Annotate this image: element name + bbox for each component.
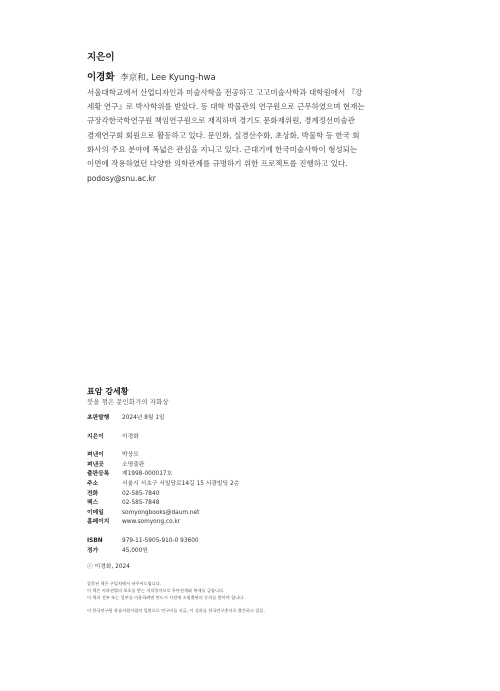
bio-line: 화사의 주요 분야에 폭넓은 관심을 지니고 있다. 근대기에 한국미술사학이 형성되는: [87, 144, 358, 154]
bio-line: 세황 연구』로 박사학위를 받았다. 동 대학 박물관의 연구원으로 근무하였으며 현재는: [87, 102, 365, 112]
author-heading: 지은이: [87, 52, 115, 63]
publisher-row: [87, 451, 417, 461]
imprint-label: 펴낸곳: [87, 461, 104, 468]
book-title: 표암 강세황: [87, 387, 129, 396]
notice-line: 이 책은 저작권법의 보호를 받는 저작물이므로 무단전재와 복제를 금합니다.: [87, 588, 225, 594]
homepage-value: www.somyong.co.kr: [122, 519, 181, 526]
email-label: 이메일: [87, 509, 104, 516]
author-row: [87, 433, 417, 443]
fax-value: 02-585-7848: [122, 500, 160, 507]
fax-row: [87, 499, 417, 509]
bio-line: 서울대학교에서 산업디자인과 미술사학을 전공하고 고고미술사학과 대학원에서 『강: [87, 88, 363, 97]
author-label: 지은이: [87, 433, 104, 440]
notice-line: 이 책의 전부 또는 일부를 이용하려면 반드시 사전에 소명출판의 동의를 받아야 합니다.: [87, 595, 245, 601]
first-edition-value: 2024년 8월 1일: [122, 415, 165, 421]
colophon: [87, 386, 417, 614]
author-email: podosy@snu.ac.kr: [87, 174, 156, 184]
registration-value: 제1998-000017호: [122, 471, 173, 478]
author-name-line: [87, 71, 419, 85]
funding-footnote: 이 한국연구원 학술지원사업의 일환으로 연구비를 지급, 이 성과를 한국연구총서로 출간하고 있음.: [87, 608, 265, 614]
bio-line: 겸재연구회 회원으로 활동하고 있다. 문인화, 실경산수화, 초상화, 박물학 등 한국 회: [87, 130, 360, 140]
price-row: [87, 547, 417, 557]
phone-row: [87, 490, 417, 500]
email-value: somyongbooks@daum.net: [122, 509, 200, 516]
email-row: [87, 509, 417, 519]
registration-row: [87, 470, 417, 480]
registration-label: 출판등록: [87, 471, 110, 478]
fax-label: 팩스: [87, 500, 99, 507]
first-edition-row: [87, 414, 417, 424]
author-section: [87, 52, 419, 185]
bio-line: 규장각한국학연구원 책임연구원으로 재직하며 경기도 문화재위원, 경계정선미술관: [87, 116, 355, 126]
first-edition-label: 초판발행: [87, 415, 110, 421]
author-name-alt: 李京和, Lee Kyung-hwa: [120, 73, 216, 83]
homepage-row: [87, 518, 417, 528]
book-subtitle: 붓을 꺾은 문인화가의 자화상: [87, 398, 169, 406]
bio-line: 이면에 작용하였던 다양한 의학관계를 규명하기 위한 프로젝트를 진행하고 있다.: [87, 158, 348, 168]
copyright-line: ⓒ 이경화, 2024: [87, 564, 130, 571]
address-row: [87, 480, 417, 490]
isbn-row: [87, 537, 417, 547]
phone-value: 02-585-7840: [122, 490, 160, 497]
isbn-value: 979-11-5905-910-0 93600: [122, 537, 199, 544]
imprint-row: [87, 461, 417, 471]
notices: [87, 580, 417, 601]
price-label: 정가: [87, 547, 99, 554]
author-bio: [87, 86, 419, 171]
isbn-label: ISBN: [87, 537, 103, 544]
author-value: 이경화: [122, 433, 139, 440]
phone-label: 전화: [87, 490, 99, 497]
author-name-korean: 이경화: [87, 72, 115, 83]
price-value: 45,000원: [122, 547, 148, 554]
publisher-label: 펴낸이: [87, 452, 104, 459]
notice-line: 잘못된 책은 구입처에서 바꾸어드립니다.: [87, 581, 162, 587]
publisher-value: 박상모: [122, 452, 139, 459]
homepage-label: 홈페이지: [87, 519, 110, 526]
address-value: 서울시 서초구 서일당로14길 15 서광빌딩 2층: [122, 480, 240, 487]
address-label: 주소: [87, 480, 99, 487]
imprint-value: 소명출판: [122, 461, 145, 468]
